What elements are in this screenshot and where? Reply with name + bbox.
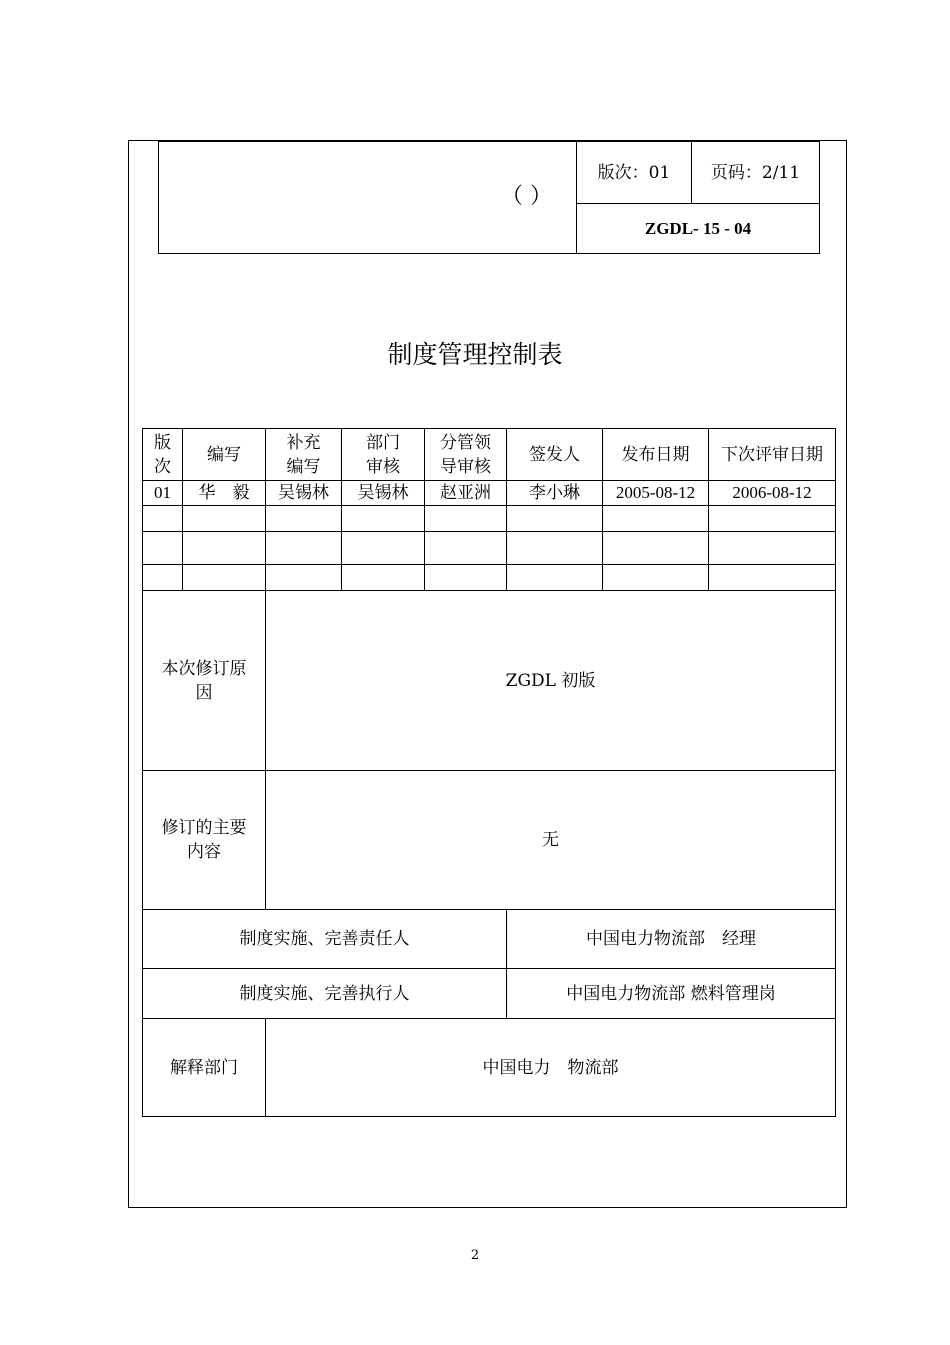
- table-row: [143, 532, 836, 565]
- executor-label: 制度实施、完善执行人: [143, 969, 507, 1019]
- doc-code-cell: [577, 204, 820, 254]
- table-cell: 吴锡林: [266, 481, 342, 506]
- table-cell: [183, 506, 266, 532]
- revision-content-label: 修订的主要 内容: [143, 771, 266, 910]
- table-cell: [507, 506, 603, 532]
- interpret-label: 解释部门: [143, 1019, 266, 1117]
- revision-reason-value: ZGDL 初版: [266, 591, 836, 771]
- table-cell: [425, 565, 507, 591]
- table-cell: [266, 532, 342, 565]
- responsible-label: 制度实施、完善责任人: [143, 910, 507, 969]
- table-row: [143, 565, 836, 591]
- revision-reason-label: 本次修订原 因: [143, 591, 266, 771]
- table-cell: 吴锡林: [342, 481, 425, 506]
- table-row: [143, 481, 836, 506]
- col-header: 下次评审日期: [709, 429, 836, 481]
- table-cell: [143, 532, 183, 565]
- page-title: 制度管理控制表: [387, 340, 563, 369]
- table-cell: 2005-08-12: [603, 481, 709, 506]
- revision-reason-row: [143, 591, 836, 771]
- table-cell: [425, 532, 507, 565]
- table-cell: [709, 565, 836, 591]
- table-cell: [342, 532, 425, 565]
- doc-title: （ ）: [501, 184, 552, 209]
- table-cell: [709, 532, 836, 565]
- page-number: 2: [470, 1248, 480, 1263]
- table-row: [143, 506, 836, 532]
- table-cell: [143, 506, 183, 532]
- table-cell: 2006-08-12: [709, 481, 836, 506]
- version-cell: [577, 142, 692, 204]
- executor-value: 中国电力物流部 燃料管理岗: [507, 969, 836, 1019]
- table-cell: 01: [143, 481, 183, 506]
- table-cell: [507, 565, 603, 591]
- header-table: [158, 141, 820, 254]
- table-cell: 华 毅: [183, 481, 266, 506]
- table-cell: [603, 506, 709, 532]
- col-header: 版 次: [143, 429, 183, 481]
- executor-row: [143, 969, 836, 1019]
- table-cell: [143, 565, 183, 591]
- revision-content-value: 无: [266, 771, 836, 910]
- revision-content-row: [143, 771, 836, 910]
- page-label: 页码：2/11: [710, 162, 801, 183]
- page-cell: [692, 142, 820, 204]
- table-cell: 赵亚洲: [425, 481, 507, 506]
- col-header: 发布日期: [603, 429, 709, 481]
- col-header: 编写: [183, 429, 266, 481]
- table-cell: [709, 506, 836, 532]
- table-cell: [603, 565, 709, 591]
- table-cell: 李小琳: [507, 481, 603, 506]
- responsible-row: [143, 910, 836, 969]
- interpret-row: [143, 1019, 836, 1117]
- table-cell: [507, 532, 603, 565]
- interpret-value: 中国电力 物流部: [266, 1019, 836, 1117]
- doc-title-cell: [159, 142, 577, 254]
- table-cell: [425, 506, 507, 532]
- doc-code: ZGDL- 15 - 04: [644, 218, 752, 238]
- col-header: 签发人: [507, 429, 603, 481]
- table-cell: [342, 565, 425, 591]
- table-cell: [266, 565, 342, 591]
- table-header-row: [143, 429, 836, 481]
- table-cell: [266, 506, 342, 532]
- table-cell: [183, 532, 266, 565]
- col-header: 补充 编写: [266, 429, 342, 481]
- table-cell: [342, 506, 425, 532]
- control-table: [142, 428, 836, 1117]
- responsible-value: 中国电力物流部 经理: [507, 910, 836, 969]
- version-label: 版次：01: [597, 162, 671, 183]
- col-header: 分管领 导审核: [425, 429, 507, 481]
- col-header: 部门 审核: [342, 429, 425, 481]
- table-cell: [183, 565, 266, 591]
- table-cell: [603, 532, 709, 565]
